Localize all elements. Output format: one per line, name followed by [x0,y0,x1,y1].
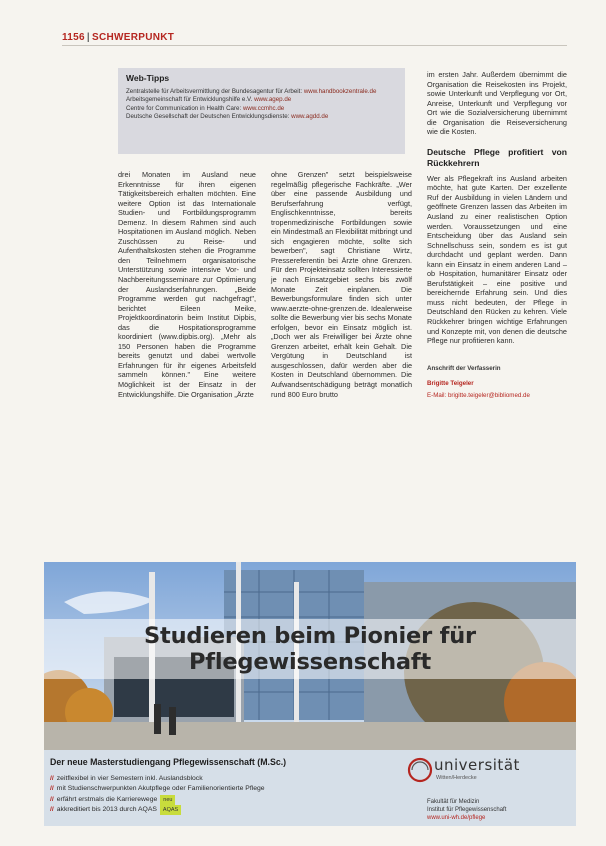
ad-info-panel [44,750,576,826]
feature-item: // mit Studienschwerpunkten Akutpflege oder Familienorientierte Pflege [50,785,265,793]
section-subheading: Deutsche Pflege profitiert von Rückkehrern [427,146,567,168]
feature-item: // erfährt erstmals die Karrierewege neu [50,795,265,805]
article-column-2 [271,170,412,399]
web-tip-link[interactable]: www.ccmhc.de [242,104,285,112]
section-label: SCHWERPUNKT [92,32,175,43]
web-tips-box [118,68,405,154]
article-column-3 [427,70,567,400]
university-name: universität [434,756,520,774]
web-tip-link[interactable]: www.agdd.de [291,113,329,121]
article-paragraph: im ersten Jahr. Außerdem übernimmt die Organisation die Reisekosten ins Projekt, sowie Unterkunft und Verpflegung vor Ort, Anreise, Unterkunft und Verpflegung vor Ort wie die Sozialversicherung übernimmt die Organisation die Reiseversicherung wie die Kosten. [427,70,567,137]
article-paragraph: ohne Grenzen" setzt beispielsweise regelmäßig pflegerische Fachkräfte. „Wer über eine passende Ausbildung und Berufserfahrung verfügt, Englischkenntnisse, bereits tropenmedizinische Fortbildungen sowie ein Mindestmaß an Flexibilität mitbringt und sich engagieren möchte, sollte sich bewerben", sagt Christiane Wirtz, Pressereferentin bei Ärzte ohne Grenzen. Für den Projekteinsatz sollten Interessierte je nach Einsatzgebiet sechs bis zwölf Monate Zeit einplanen. Die Bewerbungsformulare finden sich unter www.aerzte-ohne-grenzen.de. Idealerweise sollte die Bewerbung vier bis sechs Monate erfolgen, bevor ein Einsatz möglich ist. „Doch wer als Freiwilliger bei Ärzte ohne Grenzen arbeitet, erhält kein Gehalt. Die Vergütung in Deutschland ist ausgeschlossen, dafür werden aber die Kosten in Deutschland übernommen. Die Aufwandsentschädigung beträgt monatlich rund 800 Euro brutto [271,170,412,399]
feature-item: // akkreditiert bis 2013 durch AQAS AQAS [50,805,265,815]
article-paragraph: drei Monaten im Ausland neue Erkenntnisse für ihren eigenen Tätigkeitsbereich erhalten möchten. Eine weitere Option ist das Internationale Studien- und Fortbildungsprogramm Demenz. In diesem Rahmen sind auch Hospitationen im Ausland möglich. Neben Zuschüssen zu Reise- und Aufenthaltskosten stehen die Programme den Teilnehmern organisatorische Unterstützung sowie intensive Vor- und Nachbereitungsseminare zur Optimierung der Auslandserfahrungen. „Beide Programme werden gut nachgefragt", berichtet Eileen Meike, Projektkoordinatorin beim Institut Dipbis, das die Hospitationsprogramme koordiniert (www.dipbis.org). „Mehr als 150 Personen haben die Programme bereits genutzt und dabei wertvolle Erfahrungen für ihr eigenes Arbeitsfeld sammeln können." Eine weitere Möglichkeit ist der Einsatz in der Entwicklungshilfe. Die Organisation „Ärzte [118,170,256,399]
accreditation-badge: AQAS [160,805,181,815]
web-tip-line: Arbeitsgemeinschaft für Entwicklungshilfe e.V. www.agep.de [126,96,292,104]
page-number: 1156 [62,32,85,43]
web-tip-link[interactable]: www.handbookzentrale.de [303,87,377,95]
feature-item: // zeitflexibel in vier Semestern inkl. Auslandsblock [50,775,203,782]
header-divider [62,45,567,46]
university-website-link[interactable]: www.uni-wh.de/pflege [427,815,486,821]
university-contact: Fakultät für Medizin Institut für Pflegewissenschaft www.uni-wh.de/pflege [427,799,507,821]
new-badge: neu [160,795,175,805]
web-tip-line: Centre for Communication in Health Care: www.ccmhc.de [126,104,285,112]
article-column-1 [118,170,256,399]
program-features [50,774,265,815]
article-paragraph: Wer als Pflegekraft ins Ausland arbeiten möchte, hat gute Karten. Der exzellente Ruf der Ausbildung in vielen Ländern und geöffnete Grenzen lassen das Arbeiten im Ausland zu einer realistischen Option werden. Voraussetzungen und eine Entscheidung über das Ausland sein Schnellschuss sein, sondern es ist gut durchdacht und geplant werden. Dann kann ein Einsatz in einem anderen Land – ob Hospitation, humanitärer Einsatz oder Berufstätigkeit – eine positive und bereichernde Erfahrung sein. Und dies muss nicht bedeuten, der Pflege in Deutschland den Rücken zu kehren. Viele Rückkehrer bringen wichtige Erfahrungen und Konzepte mit, von denen die deutsche Pflege nur profitieren kann. [427,173,567,346]
ad-headline: Studieren beim Pionier für Pflegewissenschaft [44,619,576,679]
university-location: Witten/Herdecke [436,775,477,781]
web-tips-title: Web-Tipps [126,73,170,83]
web-tip-line: Zentralstelle für Arbeitsvermittlung der Bundesagentur für Arbeit: www.handbookzentrale.de [126,87,377,95]
program-title: Der neue Masterstudiengang Pflegewissenschaft (M.Sc.) [50,757,287,767]
page-header: 1156 | SCHWERPUNKT [62,32,175,43]
author-email[interactable]: E-Mail: brigitte.teigeler@bibliomed.de [427,391,530,399]
author-label: Anschrift der Verfasserin [427,364,501,372]
web-tip-line: Deutsche Gesellschaft der Deutschen Entwicklungsdienste: www.agdd.de [126,113,329,121]
advertisement [44,562,576,826]
web-tip-link[interactable]: www.agep.de [254,96,292,104]
author-name: Brigitte Teigeler [427,380,474,388]
